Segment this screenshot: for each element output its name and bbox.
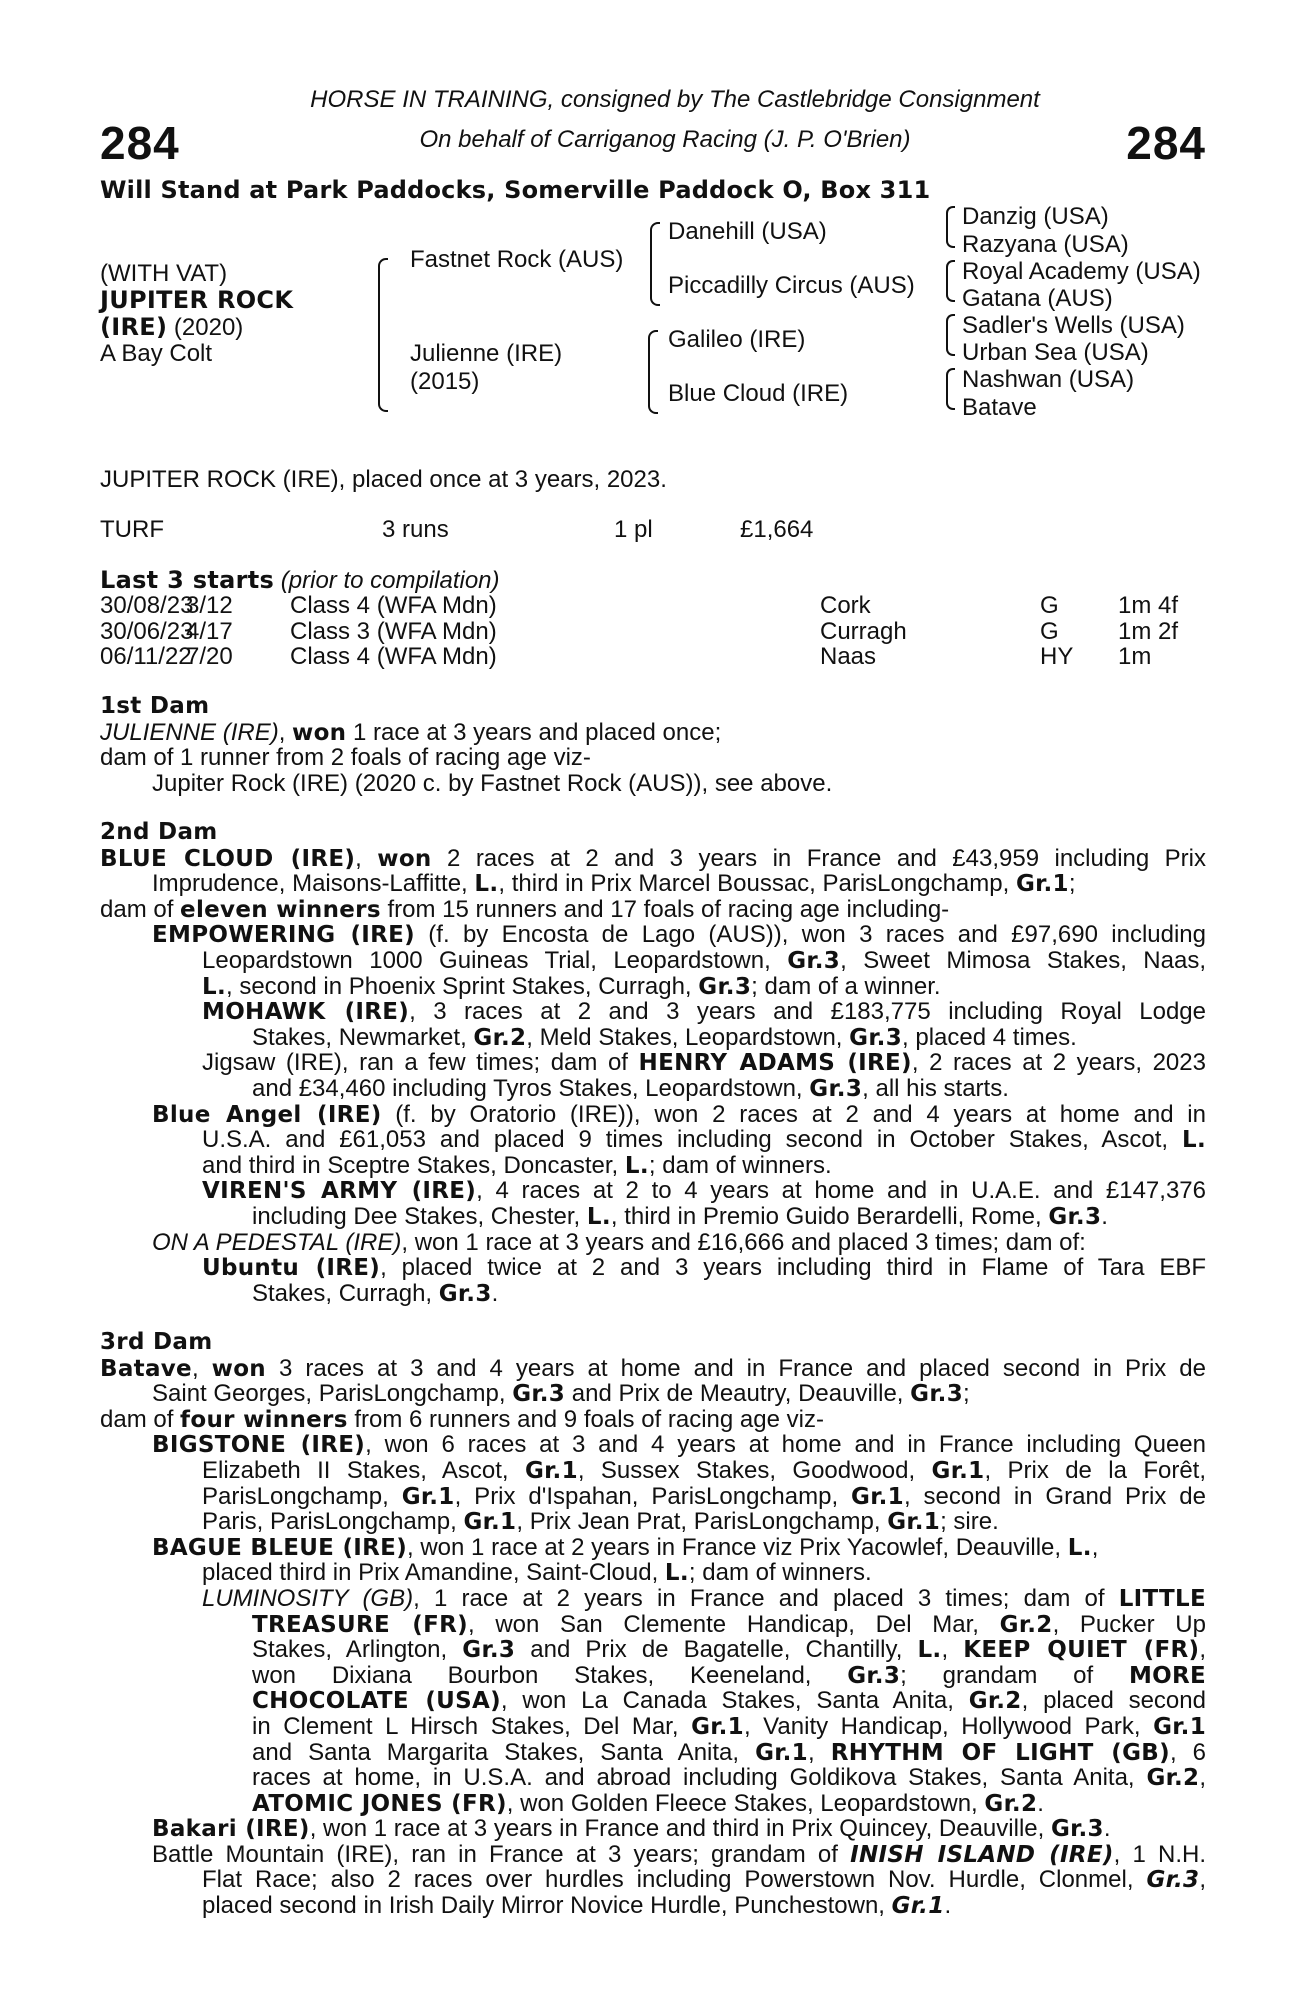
ssd: Razyana (USA): [962, 231, 1129, 258]
empowering-line2: Leopardstown 1000 Guineas Trial, Leopardstown, Gr.3, Sweet Mimosa Stakes, Naas,: [202, 947, 1206, 974]
bakari-line: Bakari (IRE), won 1 race at 3 years in France and third in Prix Quincey, Deauville, Gr.3.: [152, 1815, 1111, 1843]
luminosity-line2: TREASURE (FR), won San Clemente Handicap, Del Mar, Gr.2, Pucker Up: [252, 1611, 1206, 1638]
pedigree-brace-sd: [946, 260, 955, 302]
bigstone-line3: ParisLongchamp, Gr.1, Prix d'Ispahan, ParisLongchamp, Gr.1, second in Grand Prix de: [202, 1483, 1206, 1510]
pedigree-brace-dd: [946, 368, 955, 410]
on-a-pedestal-line: ON A PEDESTAL (IRE), won 1 race at 3 years and £16,666 and placed 3 times; dam of:: [152, 1228, 1086, 1256]
start-race: Class 3 (WFA Mdn): [290, 617, 497, 645]
mohawk-line1: MOHAWK (IRE), 3 races at 2 and 3 years and £183,775 including Royal Lodge: [202, 999, 1206, 1025]
first-dam-section: [100, 694, 1206, 796]
start-date: 30/08/23: [100, 592, 194, 619]
luminosity-line6: in Clement L Hirsch Stakes, Del Mar, Gr.1, Vanity Handicap, Hollywood Park, Gr.1: [252, 1713, 1206, 1740]
horse-description: A Bay Colt: [100, 340, 213, 367]
start-going: G: [1040, 617, 1059, 645]
horse-origin-year: (IRE) (2020): [100, 313, 244, 341]
jigsaw-line2: and £34,460 including Tyros Stakes, Leopardstown, Gr.3, all his starts.: [252, 1074, 1009, 1102]
blue-cloud-line1: BLUE CLOUD (IRE), won 2 races at 2 and 3 years in France and £43,959 including Prix: [100, 845, 1206, 872]
second-dam-title: 2nd Dam: [100, 819, 218, 845]
pedigree-brace-dam: [648, 330, 658, 414]
record-surface: TURF: [100, 516, 164, 543]
start-race: Class 4 (WFA Mdn): [290, 592, 497, 619]
start-going: G: [1040, 592, 1059, 619]
pedigree-brace-sire: [650, 222, 660, 306]
battle-mountain-line2: Flat Race; also 2 races over hurdles including Powerstown Nov. Hurdle, Clonmel, Gr.3,: [202, 1867, 1206, 1894]
dsd: Urban Sea (USA): [962, 339, 1149, 366]
mohawk-line2: Stakes, Newmarket, Gr.2, Meld Stakes, Leopardstown, Gr.3, placed 4 times.: [252, 1023, 1077, 1051]
last-starts-heading: Last 3 starts (prior to compilation): [100, 566, 500, 594]
dam-sire: Galileo (IRE): [668, 326, 806, 353]
record-earnings: £1,664: [740, 516, 814, 543]
blue-angel-line1: Blue Angel (IRE) (f. by Oratorio (IRE)), won 2 races at 2 and 4 years at home and in: [152, 1101, 1206, 1128]
ubuntu-line2: Stakes, Curragh, Gr.3.: [252, 1279, 499, 1307]
ddd: Batave: [962, 394, 1037, 421]
jigsaw-line1: Jigsaw (IRE), ran a few times; dam of HENRY ADAMS (IRE), 2 races at 2 years, 2023: [202, 1050, 1206, 1076]
dds: Nashwan (USA): [962, 366, 1135, 393]
record-runs: 3 runs: [382, 516, 449, 543]
pedigree-brace-ss: [946, 206, 955, 248]
start-pos: 4/17: [186, 617, 233, 645]
start-dist: 1m 2f: [1118, 617, 1179, 645]
sss: Danzig (USA): [962, 203, 1109, 230]
start-date: 30/06/23: [100, 617, 194, 645]
vat-label: (WITH VAT): [100, 260, 228, 287]
horse-name: JUPITER ROCK: [100, 286, 294, 314]
batave-line2: Saint Georges, ParisLongchamp, Gr.3 and Prix de Meautry, Deauville, Gr.3;: [152, 1380, 970, 1408]
sdd: Gatana (AUS): [962, 285, 1113, 312]
virens-army-line1: VIREN'S ARMY (IRE), 4 races at 2 to 4 years at home and in U.A.E. and £147,376: [202, 1178, 1206, 1204]
ubuntu-line1: Ubuntu (IRE), placed twice at 2 and 3 years including third in Flame of Tara EBF: [202, 1255, 1206, 1281]
pedigree-brace-main: [378, 258, 388, 412]
dam-year: (2015): [410, 368, 480, 395]
start-course: Naas: [820, 643, 877, 671]
empowering-line1: EMPOWERING (IRE) (f. by Encosta de Lago (AUS)), won 3 races and £97,690 including: [152, 922, 1206, 948]
consignor-line: HORSE IN TRAINING, consigned by The Castlebridge Consignment: [310, 86, 1040, 113]
second-dam-section: [100, 820, 1206, 1306]
luminosity-line3: Stakes, Arlington, Gr.3 and Prix de Bagatelle, Chantilly, L., KEEP QUIET (FR),: [252, 1637, 1206, 1663]
first-dam-produce: dam of 1 runner from 2 foals of racing age viz-: [100, 744, 591, 772]
start-date: 06/11/22: [100, 643, 192, 671]
bague-bleue-line2: placed third in Prix Amandine, Saint-Cloud, L.; dam of winners.: [202, 1559, 872, 1587]
battle-mountain-line3: placed second in Irish Daily Mirror Novice Hurdle, Punchestown, Gr.1.: [202, 1892, 952, 1920]
virens-army-line2: including Dee Stakes, Chester, L., third in Premio Guido Berardelli, Rome, Gr.3.: [252, 1202, 1108, 1230]
battle-mountain-line1: Battle Mountain (IRE), ran in France at 3 years; grandam of INISH ISLAND (IRE), 1 N.H.: [152, 1841, 1206, 1868]
first-dam-foal: Jupiter Rock (IRE) (2020 c. by Fastnet Rock (AUS)), see above.: [152, 769, 833, 797]
first-dam-line: JULIENNE (IRE), won 1 race at 3 years and placed once;: [100, 718, 722, 746]
luminosity-line7: and Santa Margarita Stakes, Santa Anita, Gr.1, RHYTHM OF LIGHT (GB), 6: [252, 1739, 1206, 1766]
first-dam-title: 1st Dam: [100, 693, 210, 719]
start-race: Class 4 (WFA Mdn): [290, 643, 497, 671]
on-behalf-line: On behalf of Carriganog Racing (J. P. O'Brien): [419, 126, 911, 153]
sds: Royal Academy (USA): [962, 258, 1201, 285]
sire: Fastnet Rock (AUS): [410, 246, 624, 273]
start-dist: 1m 4f: [1118, 592, 1179, 619]
lot-number-left: 284: [100, 117, 180, 169]
start-dist: 1m: [1118, 643, 1152, 671]
dss: Sadler's Wells (USA): [962, 312, 1185, 339]
pedigree-brace-ds: [946, 314, 955, 356]
bigstone-line2: Elizabeth II Stakes, Ascot, Gr.1, Sussex Stakes, Goodwood, Gr.1, Prix de la Forêt,: [202, 1457, 1206, 1484]
third-dam-title: 3rd Dam: [100, 1329, 213, 1355]
record-placed: 1 pl: [614, 516, 653, 543]
location-line: Will Stand at Park Paddocks, Somerville Paddock O, Box 311: [100, 176, 931, 204]
bigstone-line4: Paris, ParisLongchamp, Gr.1, Prix Jean Prat, ParisLongchamp, Gr.1; sire.: [202, 1508, 999, 1536]
start-course: Curragh: [820, 617, 907, 645]
batave-line1: Batave, won 3 races at 3 and 4 years at home and in France and placed second in Prix de: [100, 1355, 1206, 1382]
start-pos: 7/20: [186, 643, 233, 671]
luminosity-line4: won Dixiana Bourbon Stakes, Keeneland, Gr.3; grandam of MORE: [252, 1662, 1206, 1689]
blue-angel-line2: U.S.A. and £61,053 and placed 9 times including second in October Stakes, Ascot, L.: [202, 1127, 1206, 1153]
luminosity-line1: LUMINOSITY (GB), 1 race at 2 years in France and placed 3 times; dam of LITTLE: [202, 1585, 1206, 1612]
start-course: Cork: [820, 592, 871, 619]
bigstone-line1: BIGSTONE (IRE), won 6 races at 3 and 4 years at home and in France including Queen: [152, 1432, 1206, 1458]
blue-cloud-line3: dam of eleven winners from 15 runners and 17 foals of racing age including-: [100, 895, 950, 923]
race-summary: JUPITER ROCK (IRE), placed once at 3 years, 2023.: [100, 466, 667, 493]
luminosity-line9: ATOMIC JONES (FR), won Golden Fleece Stakes, Leopardstown, Gr.2.: [252, 1789, 1044, 1817]
start-pos: 3/12: [186, 592, 233, 619]
blue-cloud-line2: Imprudence, Maisons-Laffitte, L., third in Prix Marcel Boussac, ParisLongchamp, Gr.1;: [152, 870, 1076, 898]
sire-sire: Danehill (USA): [668, 218, 827, 245]
dam-dam: Blue Cloud (IRE): [668, 380, 849, 407]
blue-angel-line3: and third in Sceptre Stakes, Doncaster, L.; dam of winners.: [202, 1151, 832, 1179]
bague-bleue-line1: BAGUE BLEUE (IRE), won 1 race at 2 years in France viz Prix Yacowlef, Deauville, L.,: [152, 1533, 1099, 1561]
batave-line3: dam of four winners from 6 runners and 9 foals of racing age viz-: [100, 1405, 824, 1433]
luminosity-line5: CHOCOLATE (USA), won La Canada Stakes, Santa Anita, Gr.2, placed second: [252, 1688, 1206, 1714]
lot-number-right: 284: [1126, 117, 1206, 169]
empowering-line3: L., second in Phoenix Sprint Stakes, Curragh, Gr.3; dam of a winner.: [202, 972, 941, 1000]
third-dam-section: [100, 1330, 1206, 1919]
sire-dam: Piccadilly Circus (AUS): [668, 272, 915, 299]
start-going: HY: [1040, 643, 1074, 671]
dam: Julienne (IRE): [410, 340, 563, 367]
luminosity-line8: races at home, in U.S.A. and abroad including Goldikova Stakes, Santa Anita, Gr.2,: [252, 1765, 1206, 1791]
